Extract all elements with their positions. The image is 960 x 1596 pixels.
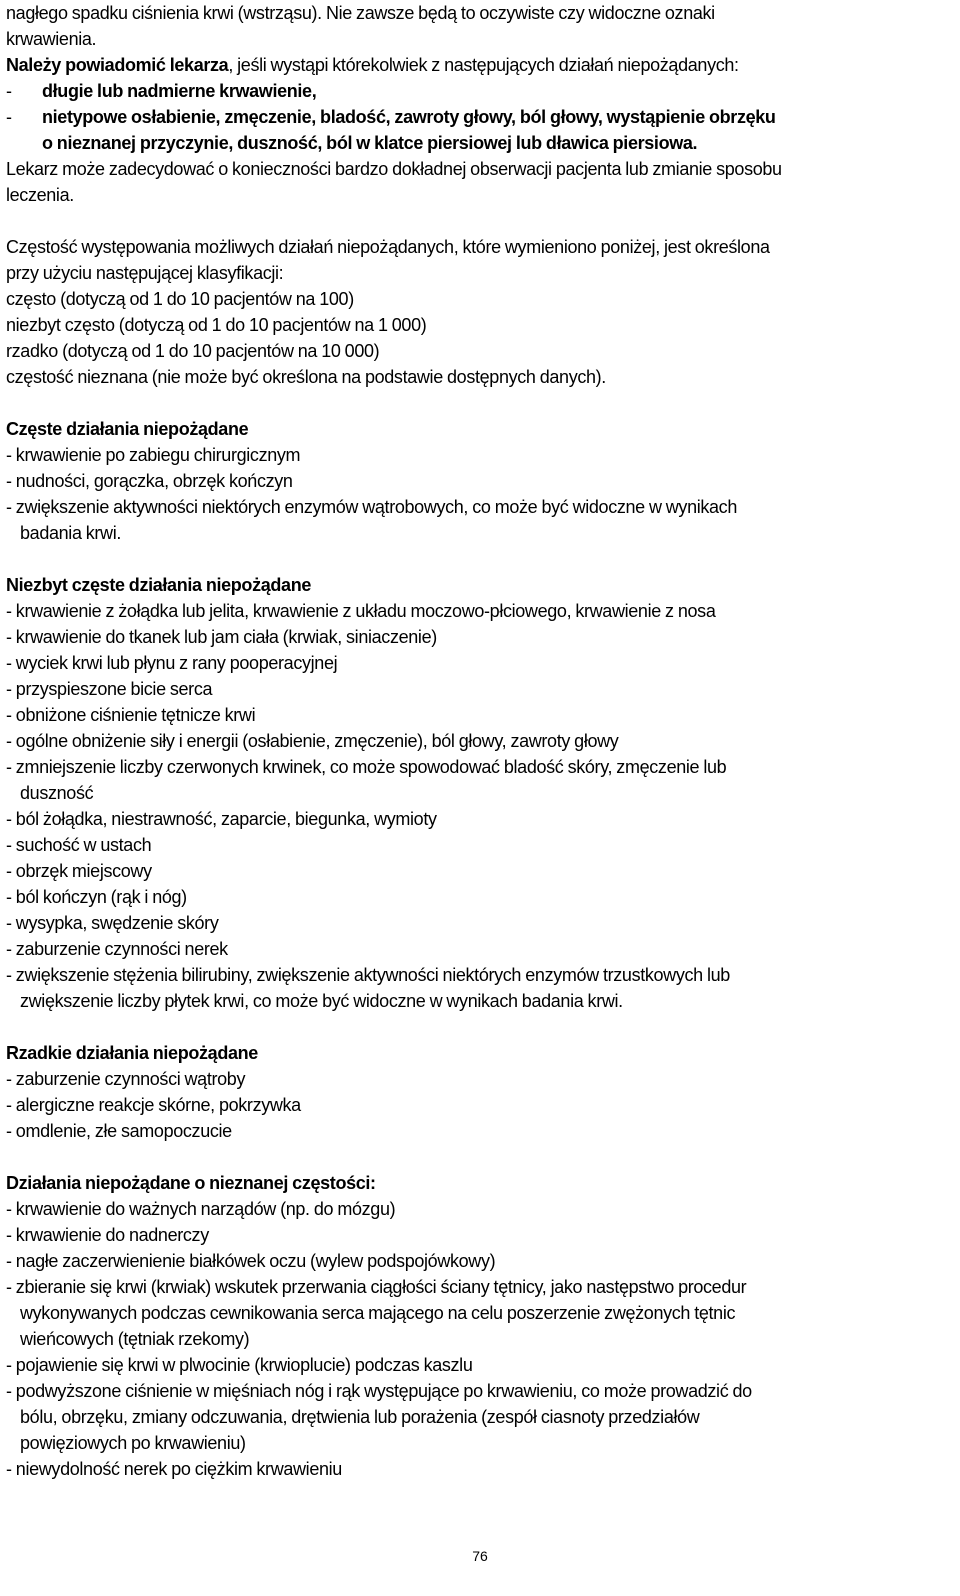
- warning-bullet-continuation: o nieznanej przyczynie, duszność, ból w klatce piersiowej lub dławica piersiowa.: [42, 133, 698, 153]
- list-item: - zwiększenie stężenia bilirubiny, zwiększenie aktywności niektórych enzymów trzustkowych lub: [6, 965, 730, 985]
- list-item-continuation: powięziowych po krwawieniu): [20, 1433, 246, 1453]
- list-item: - wyciek krwi lub płynu z rany pooperacyjnej: [6, 653, 338, 673]
- list-item: - obniżone ciśnienie tętnicze krwi: [6, 705, 256, 725]
- list-item: - podwyższone ciśnienie w mięśniach nóg i rąk występujące po krwawieniu, co może prowadzić do: [6, 1381, 752, 1401]
- list-item-continuation: bólu, obrzęku, zmiany odczuwania, drętwienia lub porażenia (zespół ciasnoty przedziałów: [20, 1407, 700, 1427]
- section-heading-unknown: Działania niepożądane o nieznanej częstości:: [6, 1173, 376, 1193]
- page-number: 76: [472, 1548, 488, 1564]
- warning-bullet-text: nietypowe osłabienie, zmęczenie, bladość, zawroty głowy, ból głowy, wystąpienie obrzęku: [42, 107, 776, 127]
- list-item: - suchość w ustach: [6, 835, 152, 855]
- list-item: - wysypka, swędzenie skóry: [6, 913, 219, 933]
- list-item: - przyspieszone bicie serca: [6, 679, 213, 699]
- list-item: - obrzęk miejscowy: [6, 861, 152, 881]
- list-item: - krwawienie z żołądka lub jelita, krwawienie z układu moczowo-płciowego, krwawienie z nosa: [6, 601, 716, 621]
- list-item-continuation: wieńcowych (tętniak rzekomy): [20, 1329, 250, 1349]
- warning-bullet: [6, 78, 948, 104]
- list-item-continuation: zwiększenie liczby płytek krwi, co może być widoczne w wynikach badania krwi.: [20, 991, 623, 1011]
- list-item: - omdlenie, złe samopoczucie: [6, 1121, 232, 1141]
- warning-bullet-text: długie lub nadmierne krwawienie,: [42, 81, 317, 101]
- frequency-line: często (dotyczą od 1 do 10 pacjentów na 100): [6, 289, 354, 309]
- frequency-line: częstość nieznana (nie może być określona na podstawie dostępnych danych).: [6, 367, 606, 387]
- section-heading-common: Częste działania niepożądane: [6, 419, 249, 439]
- warning-bullet: [6, 104, 948, 130]
- list-item-continuation: badania krwi.: [20, 523, 122, 543]
- list-item: - zbieranie się krwi (krwiak) wskutek przerwania ciągłości ściany tętnicy, jako następstwo procedur: [6, 1277, 747, 1297]
- list-item: - krwawienie po zabiegu chirurgicznym: [6, 445, 301, 465]
- frequency-line: przy użyciu następującej klasyfikacji:: [6, 263, 284, 283]
- list-item: - krwawienie do nadnerczy: [6, 1225, 209, 1245]
- notify-sentence: [6, 52, 948, 78]
- list-item: - alergiczne reakcje skórne, pokrzywka: [6, 1095, 301, 1115]
- section-heading-rare: Rzadkie działania niepożądane: [6, 1043, 258, 1063]
- list-item: - zmniejszenie liczby czerwonych krwinek, co może spowodować bladość skóry, zmęczenie lub: [6, 757, 727, 777]
- decision-line: Lekarz może zadecydować o konieczności bardzo dokładnej obserwacji pacjenta lub zmianie sposobu: [6, 159, 782, 179]
- list-item-continuation: wykonywanych podczas cewnikowania serca mającego na celu poszerzenie zwężonych tętnic: [20, 1303, 736, 1323]
- list-item-continuation: duszność: [20, 783, 94, 803]
- notify-bold-text: Należy powiadomić lekarza: [6, 55, 229, 75]
- list-item: - nudności, gorączka, obrzęk kończyn: [6, 471, 293, 491]
- list-item: - ból żołądka, niestrawność, zaparcie, biegunka, wymioty: [6, 809, 437, 829]
- list-item: - zaburzenie czynności nerek: [6, 939, 228, 959]
- bullet-dash: -: [6, 107, 12, 127]
- list-item: - ból kończyn (rąk i nóg): [6, 887, 187, 907]
- document-body: [6, 0, 948, 1482]
- notify-rest-text: , jeśli wystąpi którekolwiek z następujących działań niepożądanych:: [228, 55, 739, 75]
- list-item: - pojawienie się krwi w plwocinie (krwioplucie) podczas kaszlu: [6, 1355, 473, 1375]
- intro-line: krwawienia.: [6, 29, 97, 49]
- list-item: - krwawienie do ważnych narządów (np. do mózgu): [6, 1199, 396, 1219]
- frequency-line: Częstość występowania możliwych działań niepożądanych, które wymieniono poniżej, jest określona: [6, 237, 770, 257]
- section-heading-uncommon: Niezbyt częste działania niepożądane: [6, 575, 311, 595]
- list-item: - zwiększenie aktywności niektórych enzymów wątrobowych, co może być widoczne w wynikach: [6, 497, 737, 517]
- frequency-line: niezbyt często (dotyczą od 1 do 10 pacjentów na 1 000): [6, 315, 427, 335]
- intro-line: nagłego spadku ciśnienia krwi (wstrząsu). Nie zawsze będą to oczywiste czy widoczne oznaki: [6, 3, 715, 23]
- list-item: - zaburzenie czynności wątroby: [6, 1069, 246, 1089]
- bullet-dash: -: [6, 81, 12, 101]
- list-item: - niewydolność nerek po ciężkim krwawieniu: [6, 1459, 342, 1479]
- decision-line: leczenia.: [6, 185, 74, 205]
- list-item: - ogólne obniżenie siły i energii (osłabienie, zmęczenie), ból głowy, zawroty głowy: [6, 731, 619, 751]
- list-item: - krwawienie do tkanek lub jam ciała (krwiak, siniaczenie): [6, 627, 437, 647]
- frequency-line: rzadko (dotyczą od 1 do 10 pacjentów na 10 000): [6, 341, 380, 361]
- list-item: - nagłe zaczerwienienie białkówek oczu (wylew podspojówkowy): [6, 1251, 496, 1271]
